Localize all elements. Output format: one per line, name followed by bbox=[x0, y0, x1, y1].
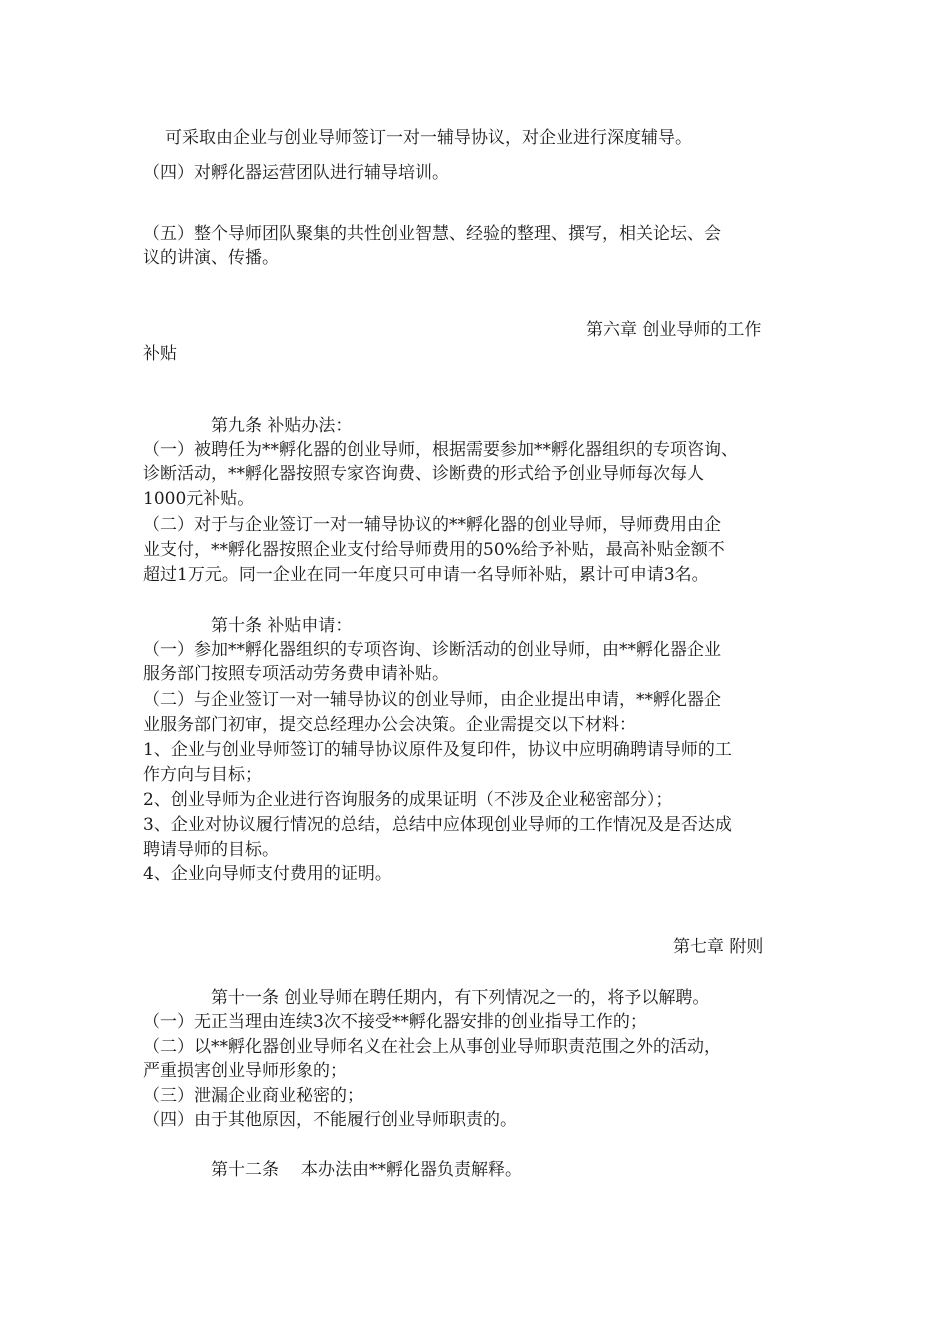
article-heading: 第十一条 创业导师在聘任期内，有下列情况之一的，将予以解聘。 bbox=[211, 988, 710, 1008]
text-line: 业服务部门初审，提交总经理办公会决策。企业需提交以下材料： bbox=[143, 715, 636, 735]
article-twelve bbox=[211, 1158, 881, 1182]
chapter-heading-continued: 补贴 bbox=[143, 344, 177, 364]
text-line: （一）无正当理由连续3次不接受**孵化器安排的创业指导工作的； bbox=[143, 1012, 647, 1032]
chapter-heading: 第七章 附则 bbox=[673, 937, 764, 957]
text-line: （二）以**孵化器创业导师名义在社会上从事创业导师职责范围之外的活动， bbox=[143, 1037, 721, 1057]
text-line: 作方向与目标； bbox=[143, 765, 262, 785]
text-line: 聘请导师的目标。 bbox=[143, 840, 279, 860]
text-line: （二）对于与企业签订一对一辅导协议的**孵化器的创业导师，导师费用由企 bbox=[143, 515, 721, 535]
text-line: 3、企业对协议履行情况的总结，总结中应体现创业导师的工作情况及是否达成 bbox=[143, 815, 732, 835]
text-line: （一）参加**孵化器组织的专项咨询、诊断活动的创业导师，由**孵化器企业 bbox=[143, 640, 721, 660]
text-line: 可采取由企业与创业导师签订一对一辅导协议，对企业进行深度辅导。 bbox=[165, 128, 692, 148]
text-line: 1、企业与创业导师签订的辅导协议原件及复印件，协议中应明确聘请导师的工 bbox=[143, 740, 732, 760]
article-label: 第十二条 bbox=[211, 1160, 279, 1180]
chapter-heading: 第六章 创业导师的工作 bbox=[586, 320, 762, 340]
article-text: 本办法由**孵化器负责解释。 bbox=[301, 1160, 522, 1180]
text-line: 严重损害创业导师形象的； bbox=[143, 1061, 347, 1081]
text-line: （一）被聘任为**孵化器的创业导师，根据需要参加**孵化器组织的专项咨询、 bbox=[143, 440, 738, 460]
text-line: 4、企业向导师支付费用的证明。 bbox=[143, 864, 392, 884]
article-heading: 第十条 补贴申请： bbox=[211, 616, 353, 636]
text-line: （三）泄漏企业商业秘密的； bbox=[143, 1086, 364, 1106]
article-heading: 第九条 补贴办法： bbox=[211, 416, 353, 436]
text-line: 业支付，**孵化器按照企业支付给导师费用的50%给予补贴，最高补贴金额不 bbox=[143, 540, 725, 560]
text-line: 议的讲演、传播。 bbox=[143, 248, 279, 268]
text-line: 超过1万元。同一企业在同一年度只可申请一名导师补贴，累计可申请3名。 bbox=[143, 565, 709, 585]
text-line: 1000元补贴。 bbox=[143, 489, 255, 509]
text-line: （二）与企业签订一对一辅导协议的创业导师，由企业提出申请，**孵化器企 bbox=[143, 690, 721, 710]
text-line: （四）由于其他原因，不能履行创业导师职责的。 bbox=[143, 1110, 517, 1130]
text-line: 诊断活动，**孵化器按照专家咨询费、诊断费的形式给予创业导师每次每人 bbox=[143, 464, 704, 484]
text-line: （五）整个导师团队聚集的共性创业智慧、经验的整理、撰写，相关论坛、会 bbox=[143, 224, 721, 244]
text-line: 2、创业导师为企业进行咨询服务的成果证明（不涉及企业秘密部分）； bbox=[143, 790, 673, 810]
text-line: （四）对孵化器运营团队进行辅导培训。 bbox=[143, 163, 449, 183]
text-line: 服务部门按照专项活动劳务费申请补贴。 bbox=[143, 664, 449, 684]
